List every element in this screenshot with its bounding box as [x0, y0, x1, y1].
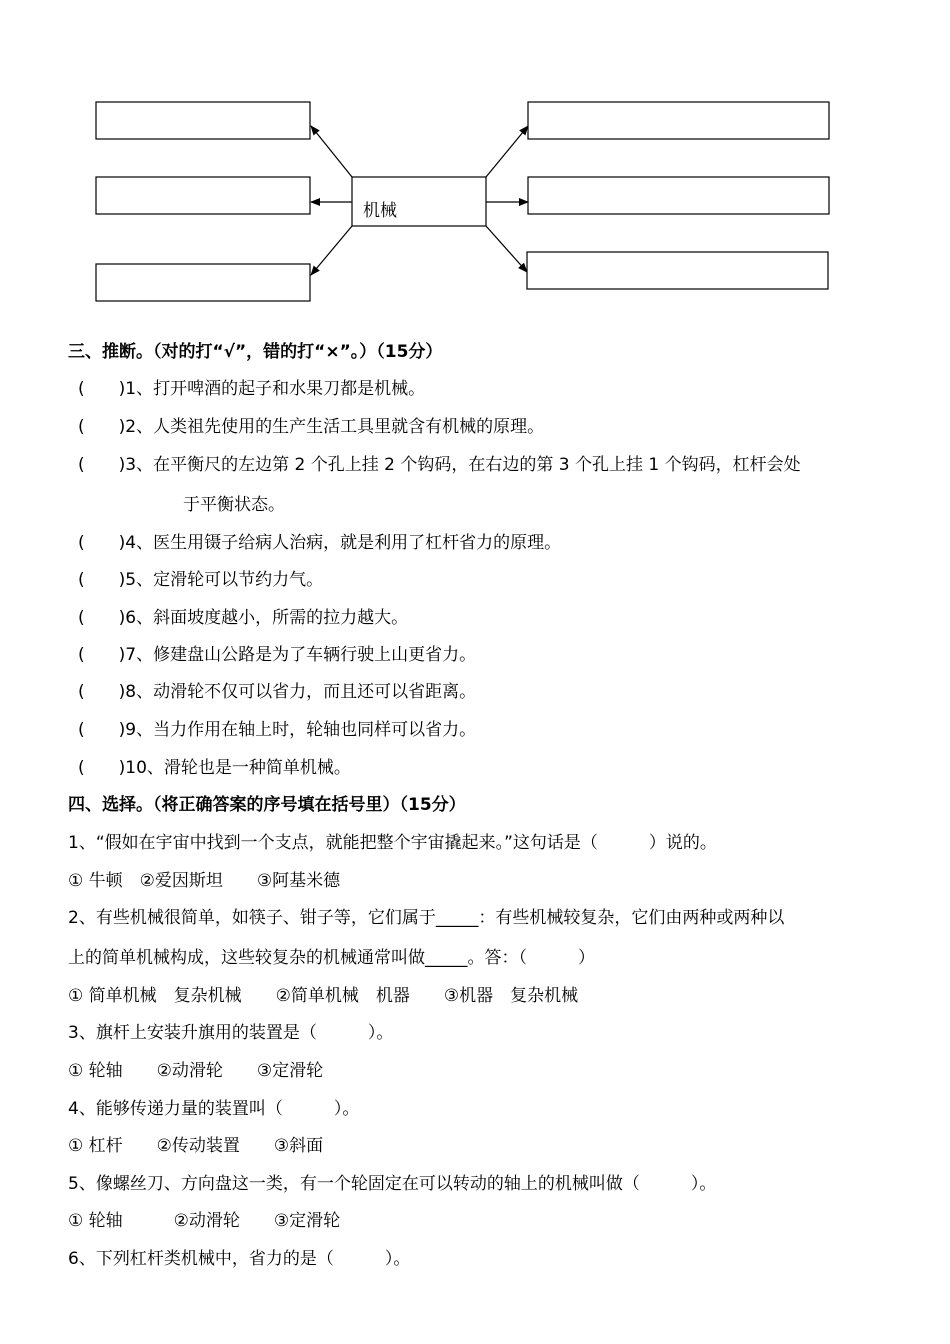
judge-text: 4、医生用镊子给病人治病，就是利用了杠杆省力的原理。 — [125, 533, 562, 553]
judge-item-9 — [78, 719, 476, 741]
choice-q2-cont: 上的简单机械构成，这些较复杂的机械通常叫做_____。答：（ ） — [68, 948, 595, 968]
section4-title: 四、选择。（将正确答案的序号填在括号里）（15分） — [68, 795, 466, 815]
choice-q6: 6、下列杠杆类机械中，省力的是（ ）。 — [68, 1249, 411, 1269]
machine-concept-diagram — [0, 0, 950, 320]
judge-text: 2、人类祖先使用的生产生活工具里就含有机械的原理。 — [125, 417, 545, 437]
answer-paren[interactable]: ( ) — [78, 379, 126, 399]
answer-box-right-1[interactable] — [528, 102, 829, 139]
judge-text: 6、斜面坡度越小，所需的拉力越大。 — [125, 608, 409, 628]
choice-q1-options: ① 牛顿 ②爱因斯坦 ③阿基米德 — [68, 871, 341, 891]
answer-box-left-3[interactable] — [96, 264, 310, 301]
choice-q3-options: ① 轮轴 ②动滑轮 ③定滑轮 — [68, 1061, 324, 1081]
judge-text: 9、当力作用在轴上时，轮轴也同样可以省力。 — [125, 720, 477, 740]
judge-text: 5、定滑轮可以节约力气。 — [125, 570, 324, 590]
section3-title: 三、推断。（对的打“√”，错的打“×”。）（15分） — [68, 342, 443, 362]
answer-paren[interactable]: ( ) — [78, 533, 126, 553]
judge-text: 1、打开啤酒的起子和水果刀都是机械。 — [125, 379, 426, 399]
judge-item-1 — [78, 378, 425, 400]
arrow-left-3 — [311, 226, 352, 275]
judge-text: 于平衡状态。 — [183, 495, 285, 515]
answer-box-left-1[interactable] — [96, 102, 310, 139]
judge-item-5 — [78, 569, 323, 591]
judge-item-10 — [78, 757, 351, 779]
judge-text: 3、在平衡尺的左边第 2 个孔上挂 2 个钩码，在右边的第 3 个孔上挂 1 个钩码，杠杆会处 — [125, 455, 801, 475]
answer-paren[interactable]: ( ) — [78, 570, 126, 590]
judge-item-3-cont — [183, 494, 285, 516]
choice-q3: 3、旗杆上安装升旗用的装置是（ ）。 — [68, 1023, 394, 1043]
judge-item-2 — [78, 416, 544, 438]
judge-text: 8、动滑轮不仅可以省力，而且还可以省距离。 — [125, 682, 477, 702]
arrow-right-1 — [486, 126, 528, 177]
answer-paren[interactable]: ( ) — [78, 720, 126, 740]
answer-paren[interactable]: ( ) — [78, 417, 126, 437]
choice-q5-options: ① 轮轴 ②动滑轮 ③定滑轮 — [68, 1211, 341, 1231]
answer-box-right-3[interactable] — [527, 252, 828, 289]
arrow-left-1 — [311, 126, 352, 177]
answer-paren[interactable]: ( ) — [78, 758, 126, 778]
choice-q2-options: ① 简单机械 复杂机械 ②简单机械 机器 ③机器 复杂机械 — [68, 986, 579, 1006]
judge-text: 7、修建盘山公路是为了车辆行驶上山更省力。 — [125, 645, 477, 665]
choice-q4-options: ① 杠杆 ②传动装置 ③斜面 — [68, 1136, 324, 1156]
answer-paren[interactable]: ( ) — [78, 645, 126, 665]
answer-box-left-2[interactable] — [96, 177, 310, 214]
judge-item-4 — [78, 532, 561, 554]
choice-q1: 1、“假如在宇宙中找到一个支点，就能把整个宇宙撬起来。”这句话是（ ）说的。 — [68, 833, 717, 853]
choice-q2: 2、有些机械很简单，如筷子、钳子等，它们属于_____：有些机械较复杂，它们由两种或两种以 — [68, 908, 785, 928]
judge-item-3 — [78, 454, 801, 476]
answer-paren[interactable]: ( ) — [78, 608, 126, 628]
choice-q4: 4、能够传递力量的装置叫（ ）。 — [68, 1099, 360, 1119]
judge-text: 10、滑轮也是一种简单机械。 — [125, 758, 351, 778]
answer-paren[interactable]: ( ) — [78, 682, 126, 702]
arrow-right-3 — [486, 226, 527, 272]
answer-box-right-2[interactable] — [528, 177, 829, 214]
judge-item-6 — [78, 607, 408, 629]
answer-paren[interactable]: ( ) — [78, 455, 126, 475]
center-label: 机械 — [363, 201, 397, 221]
choice-q5: 5、像螺丝刀、方向盘这一类，有一个轮固定在可以转动的轴上的机械叫做（ ）。 — [68, 1174, 717, 1194]
judge-item-8 — [78, 681, 476, 703]
judge-item-7 — [78, 644, 476, 666]
